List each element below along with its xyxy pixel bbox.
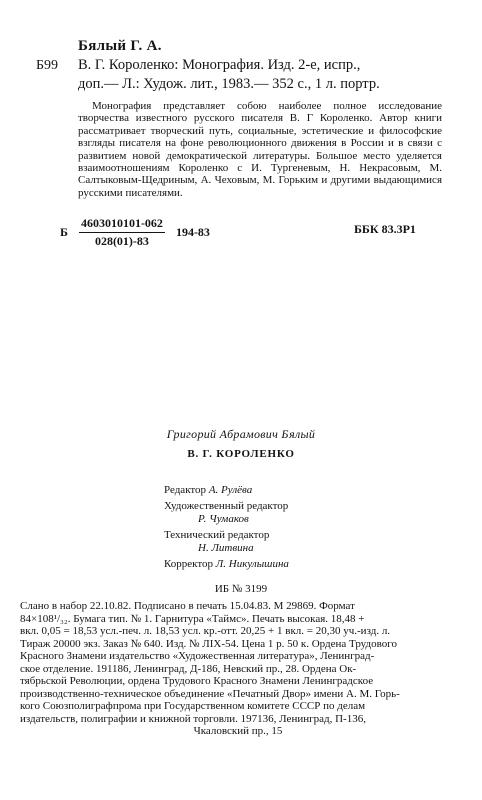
ib-number: ИБ № 3199 — [214, 583, 268, 595]
imprint-line: кого Союзполиграфпрома при Государственном комитете СССР по делам — [20, 700, 366, 712]
imprint-line: Тираж 20000 экз. Заказ № 640. Изд. № ЛIX-54. Цена 1 р. 50 к. Ордена Трудового — [20, 637, 397, 650]
proofreader-label: Корректор — [164, 558, 214, 570]
colophon-short-title: В. Г. КОРОЛЕНКО — [187, 448, 295, 460]
imprint-text — [20, 600, 456, 738]
art-editor-label: Художественный редактор — [164, 500, 289, 512]
annotation-text: Монография представляет собою наиболее полное исследование творчества известного русского писателя В. Г Короленко. Автор книги рассматривает творческий путь, социальные, эстетические и философские взгляды писателя на фоне революционного движения в России и в связи с развитием новой демократической литературы. Большое место уделяется взаимоотношениям Короленко с И. Тургеневым, Н. Некрасовым, М. Салтыковым-Щедриным, А. Чеховым, М. Горьким и другими выдающимися русскими писателями. — [78, 100, 442, 199]
art-editor-name: Р. Чумаков — [198, 513, 249, 525]
imprint-line: производственно-техническое объединение «Печатный Двор» имени А. М. Горь- — [20, 687, 400, 700]
imprint-line: Красного Знамени издательство «Художественная литература», Ленинград- — [20, 650, 375, 662]
imprint-line: издательств, полиграфии и книжной торговли. 197136, Ленинград, П-136, — [20, 712, 366, 725]
catalog-index — [60, 216, 210, 249]
imprint-line: ское отделение. 191186, Ленинград, Д-186, Невский пр., 28. Ордена Ок- — [20, 662, 357, 675]
editor-name: А. Рулёва — [208, 484, 253, 496]
proofreader-name: Л. Никулышина — [215, 558, 289, 570]
tech-editor-name: Н. Литвина — [198, 542, 254, 554]
catalog-numerator: 4603010101-062 — [79, 216, 165, 233]
imprint-line: вкл. 0,05 = 18,53 усл.-печ. л. 18,53 усл. кр.-отт. 20,25 + 1 вкл. = 20,30 уч.-изд. л. — [20, 625, 391, 637]
editor-label: Редактор — [164, 484, 207, 496]
title-line-1: В. Г. Короленко: Монография. Изд. 2-е, испр., — [78, 57, 361, 73]
title-line-2: доп.— Л.: Худож. лит., 1983.— 352 с., 1 л. портр. — [78, 76, 380, 92]
catalog-fraction — [79, 216, 165, 249]
tech-editor-label: Технический редактор — [164, 529, 270, 541]
author-heading: Бялый Г. А. — [78, 38, 162, 54]
catalog-suffix: 194-83 — [175, 225, 210, 239]
imprint-line: 84×108¹/₃₂. Бумага тип. № 1. Гарнитура «Таймс». Печать высокая. 18,48 + — [20, 612, 365, 625]
credits-block — [164, 484, 289, 574]
bibliographic-title — [78, 56, 438, 94]
imprint-line: Слано в набор 22.10.82. Подписано в печать 15.04.83. М 29869. Формат — [20, 600, 355, 612]
catalog-prefix: Б — [60, 225, 68, 239]
editor-row — [164, 484, 289, 497]
imprint-last-line: Чкаловский пр., 15 — [193, 725, 283, 737]
classification-code: Б99 — [36, 58, 59, 73]
catalog-denominator: 028(01)-83 — [94, 234, 149, 248]
imprint-line: тябрьской Революции, ордена Трудового Красного Знамени Ленинградское — [20, 675, 374, 687]
bbk-code: ББК 83.3Р1 — [354, 222, 416, 236]
colophon-author-name: Григорий Абрамович Бялый — [166, 427, 316, 441]
proofreader-row — [164, 558, 289, 571]
